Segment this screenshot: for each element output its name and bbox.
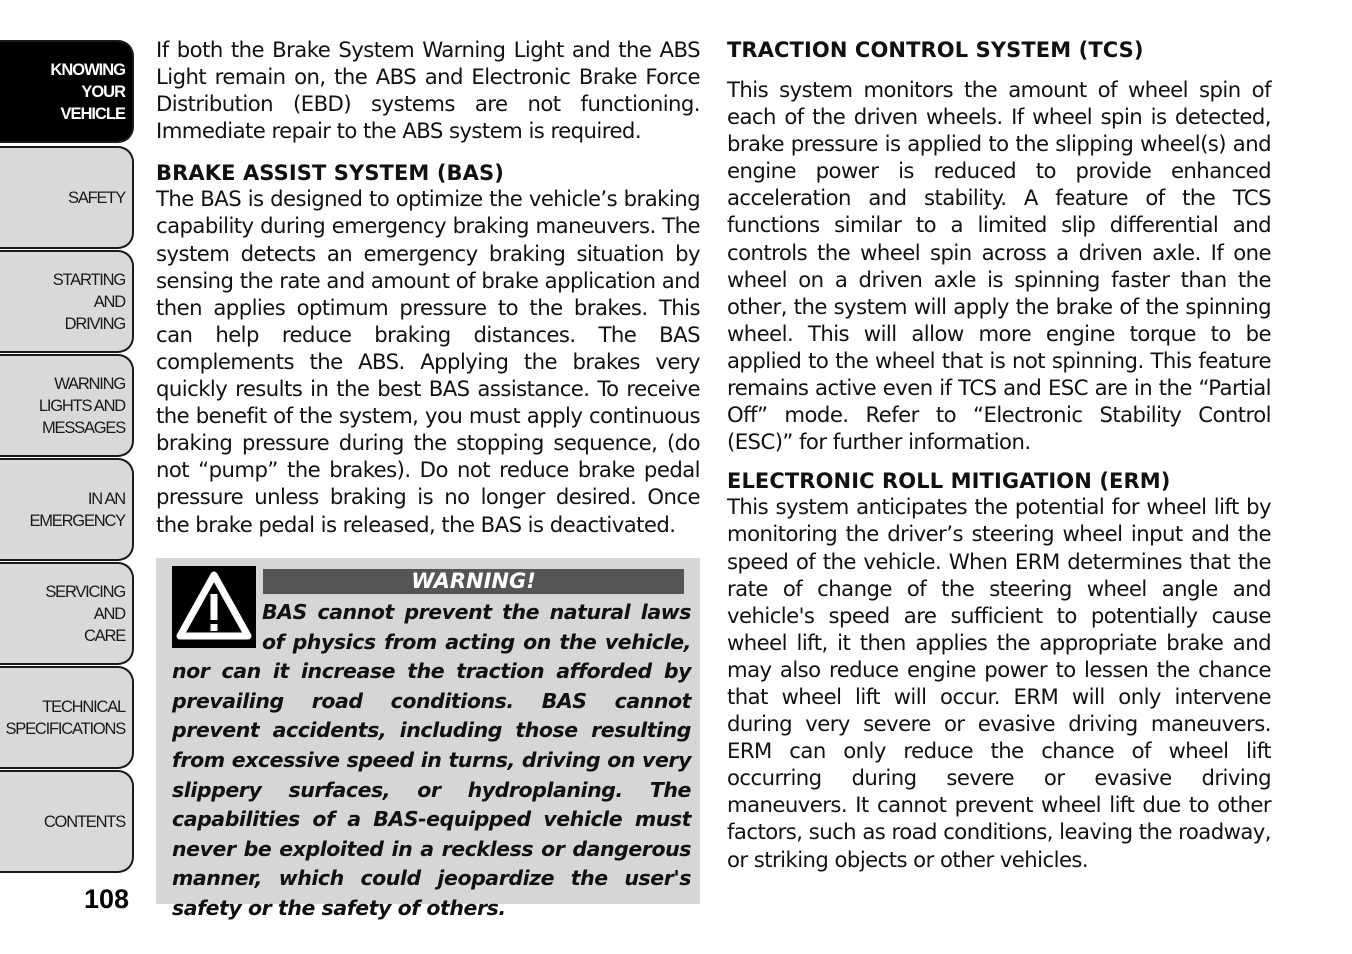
tcs-heading: TRACTION CONTROL SYSTEM (TCS) <box>727 38 1144 62</box>
tab-knowing-your-vehicle[interactable]: KNOWING YOUR VEHICLE <box>0 40 134 143</box>
left-column <box>156 36 700 538</box>
tab-starting-and-driving[interactable]: STARTING AND DRIVING <box>0 250 134 353</box>
tab-in-an-emergency[interactable]: IN AN EMERGENCY <box>0 458 134 561</box>
warning-box <box>156 558 700 920</box>
warning-title: WARNING! <box>263 569 684 594</box>
tab-servicing-and-care[interactable]: SERVICING AND CARE <box>0 562 134 665</box>
bas-heading: BRAKE ASSIST SYSTEM (BAS) <box>156 161 504 186</box>
tab-technical-specifications[interactable]: TECHNICAL SPECIFICATIONS <box>0 666 134 769</box>
warning-text: BAS cannot prevent the natural laws of physics from acting on the vehicle, nor can it increase the traction afforded by prevailing road conditions. BAS cannot prevent accidents, including those resulting from excessive speed in turns, driving on very slippery surfaces, or hydroplaning. The capabilities of a BAS-equipped vehicle must never be exploited in a reckless or dangerous manner, which could jeopardize the user's safety or the safety of others. <box>172 600 691 920</box>
tcs-paragraph: This system monitors the amount of wheel spin of each of the driven wheels. If wheel spin is detected, brake pressure is applied to the slipping wheel(s) and engine power is reduced to provide enhanced acceleration and stability. A feature of the TCS functions similar to a limited slip differential and controls the wheel spin across a driven axle. If one wheel on a driven axle is spinning faster than the other, the system will apply the brake of the spinning wheel. This will allow more engine torque to be applied to the wheel that is not spinning. This feature remains active even if TCS and ESC are in the “Partial Off” mode. Refer to “Electronic Stability Control (ESC)” for further information. <box>727 77 1271 455</box>
erm-paragraph: This system anticipates the potential for wheel lift by monitoring the driver’s steering wheel input and the speed of the vehicle. When ERM determines that the rate of change of the steering wheel angle and vehicle's speed are sufficient to potentially cause wheel lift, it then applies the appropriate brake and may also reduce engine power to lessen the chance that wheel lift will occur. ERM will only intervene during very severe or evasive driving maneuvers. ERM can only reduce the chance of wheel lift occurring during severe or evasive driving maneuvers. It cannot prevent wheel lift due to other factors, such as road conditions, leaving the roadway, or striking objects or other vehicles. <box>727 494 1271 872</box>
erm-heading: ELECTRONIC ROLL MITIGATION (ERM) <box>727 469 1171 494</box>
right-column <box>727 36 1271 873</box>
tab-warning-lights-and-messages[interactable]: WARNING LIGHTS AND MESSAGES <box>0 354 134 457</box>
page-number: 108 <box>84 884 130 914</box>
bas-paragraph: The BAS is designed to optimize the vehicle’s braking capability during emergency braking maneuvers. The system detects an emergency braking situation by sensing the rate and amount of brake application and then applies optimum pressure to the brakes. This can help reduce braking distances. The BAS complements the ABS. Applying the brakes very quickly results in the best BAS assistance. To receive the benefit of the system, you must apply continuous braking pressure during the stopping sequence, (do not “pump” the brakes). Do not reduce brake pedal pressure unless braking is no longer desired. Once the brake pedal is released, the BAS is deactivated. <box>156 186 700 537</box>
tab-safety[interactable]: SAFETY <box>0 146 134 249</box>
tab-contents[interactable]: CONTENTS <box>0 770 134 873</box>
abs-warning-paragraph: If both the Brake System Warning Light and the ABS Light remain on, the ABS and Electronic Brake Force Distribution (EBD) systems are not functioning. Immediate repair to the ABS system is required. <box>156 37 700 144</box>
